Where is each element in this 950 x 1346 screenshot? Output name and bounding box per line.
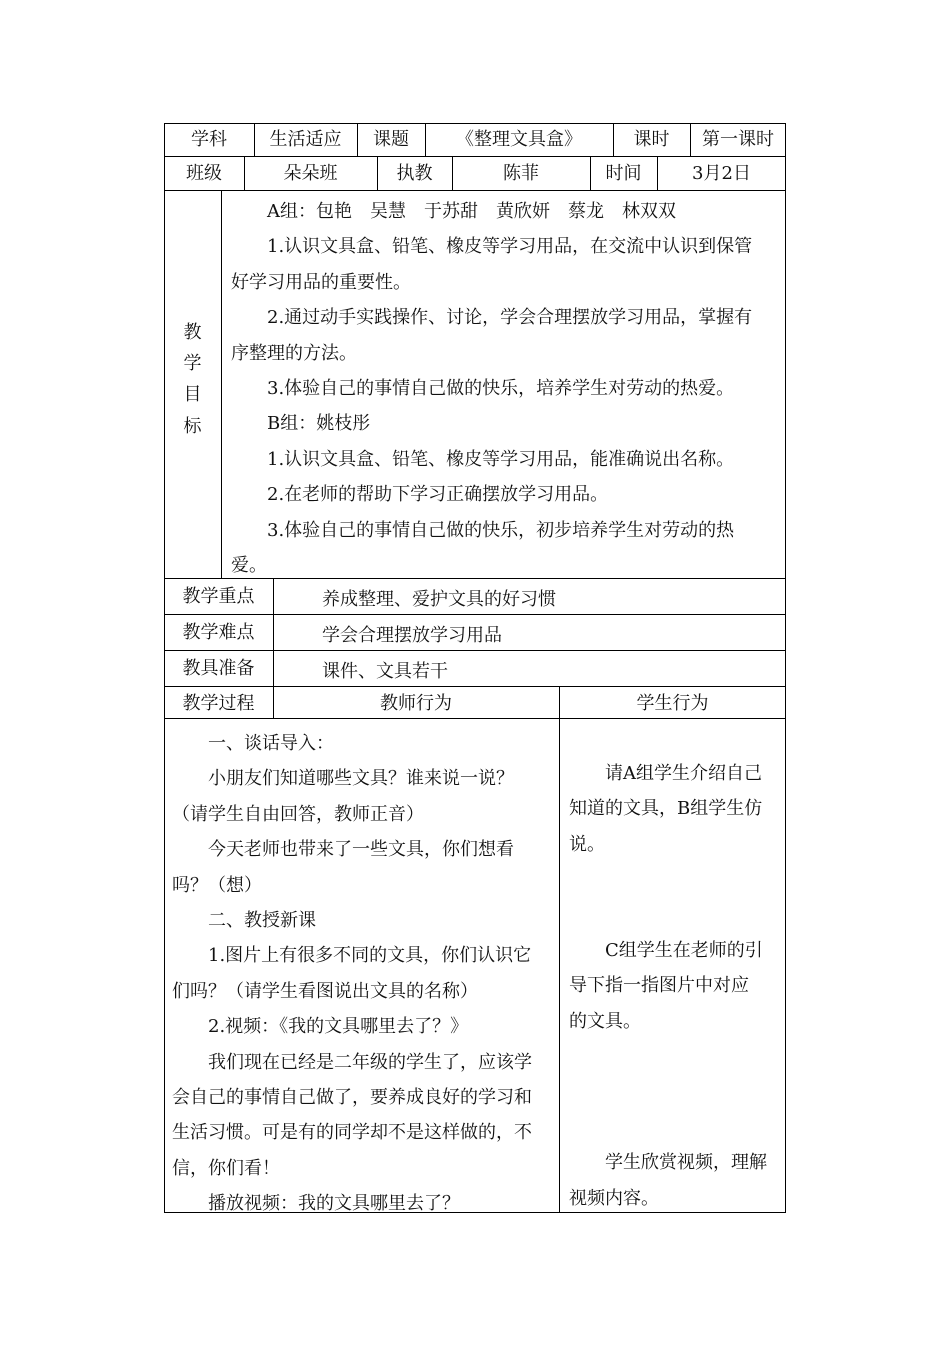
- col-divider: [559, 686, 560, 1213]
- subject-value: 生活适应: [269, 129, 342, 150]
- row-divider: [164, 614, 786, 615]
- teacher-behavior-header: 教师行为: [380, 693, 452, 714]
- difficulty-value: 学会合理摆放学习用品: [322, 625, 502, 646]
- student-line: [569, 1075, 781, 1110]
- teacher-line: 二、教授新课: [172, 910, 316, 932]
- student-line: 学生欣赏视频，理解: [569, 1152, 767, 1174]
- objective-line: 3.体验自己的事情自己做的快乐，初步培养学生对劳动的热: [231, 519, 735, 541]
- teacher-line: 生活习惯。可是有的同学却不是这样做的，不: [172, 1122, 532, 1144]
- objective-line: 序整理的方法。: [231, 342, 357, 364]
- teacher-line: 吗？（想）: [172, 874, 262, 896]
- period-label: 课时: [633, 129, 670, 150]
- subject-label: 学科: [191, 129, 227, 150]
- row-divider: [164, 686, 786, 687]
- teacher-line: 播放视频：我的文具哪里去了？: [172, 1193, 460, 1215]
- teacher-value: 陈菲: [503, 163, 539, 184]
- teacher-line: 今天老师也带来了一些文具，你们想看: [172, 839, 514, 861]
- class-label: 班级: [186, 163, 222, 184]
- student-line: [569, 1110, 781, 1145]
- objective-line: 爱。: [231, 555, 267, 577]
- teacher-line: 1.图片上有很多不同的文具，你们认识它: [172, 945, 532, 967]
- row-divider: [164, 718, 786, 719]
- difficulty-label: 教学难点: [182, 622, 255, 643]
- teacher-behavior-text: [172, 726, 557, 1222]
- student-behavior-text: [569, 756, 781, 1216]
- row-divider: [164, 190, 786, 191]
- objective-line: 3.体验自己的事情自己做的快乐，培养学生对劳动的热爱。: [231, 378, 735, 400]
- process-label: 教学过程: [182, 693, 255, 714]
- objective-line: 2.通过动手实践操作、讨论，学会合理摆放学习用品，掌握有: [231, 307, 753, 329]
- objectives-label-char: 教: [183, 322, 202, 343]
- student-line: 说。: [569, 833, 605, 855]
- time-value: 3月2日: [692, 163, 751, 184]
- objective-line: 好学习用品的重要性。: [231, 271, 411, 293]
- key-point-value: 养成整理、爱护文具的好习惯: [322, 589, 556, 610]
- teacher-line: （请学生自由回答，教师正音）: [172, 803, 424, 825]
- materials-label: 教具准备: [182, 658, 255, 679]
- key-point-label: 教学重点: [182, 586, 255, 607]
- objective-line: A组：包艳 吴慧 于苏甜 黄欣妍 蔡龙 林双双: [267, 201, 676, 222]
- teacher-line: 们吗？（请学生看图说出文具的名称）: [172, 980, 478, 1002]
- student-line: 的文具。: [569, 1010, 641, 1032]
- objectives-label-char: 目: [183, 384, 202, 405]
- teacher-label: 执教: [396, 163, 433, 184]
- teacher-line: 一、谈话导入：: [172, 733, 334, 754]
- class-value: 朵朵班: [283, 163, 338, 184]
- student-behavior-header: 学生行为: [636, 693, 709, 714]
- objective-line: B组：姚枝彤: [231, 413, 371, 435]
- objectives-label-char: 学: [183, 353, 202, 374]
- teacher-line: 我们现在已经是二年级的学生了，应该学: [172, 1051, 532, 1073]
- teacher-line: 2.视频：《我的文具哪里去了？》: [172, 1016, 469, 1038]
- objective-line: 1.认识文具盒、铅笔、橡皮等学习用品，在交流中认识到保管: [231, 236, 753, 258]
- teacher-line: 小朋友们知道哪些文具？谁来说一说？: [172, 768, 514, 790]
- period-value: 第一课时: [702, 129, 774, 150]
- student-line: 导下指一指图片中对应: [569, 975, 749, 997]
- student-line: C组学生在老师的引: [569, 940, 763, 962]
- objectives-text: [231, 194, 783, 583]
- objective-line: 1.认识文具盒、铅笔、橡皮等学习用品，能准确说出名称。: [231, 448, 735, 470]
- objective-line: 2.在老师的帮助下学习正确摆放学习用品。: [231, 484, 609, 506]
- student-line: 知道的文具，B组学生仿: [569, 798, 763, 820]
- col-divider: [221, 190, 222, 578]
- teacher-line: 会自己的事情自己做了，要养成良好的学习和: [172, 1087, 532, 1109]
- teacher-line: 信，你们看！: [172, 1157, 280, 1179]
- topic-label: 课题: [373, 129, 409, 150]
- student-line: 视频内容。: [569, 1187, 659, 1209]
- objectives-label-char: 标: [183, 416, 202, 437]
- student-line: [569, 1039, 781, 1074]
- materials-value: 课件、文具若干: [322, 661, 448, 682]
- student-line: [569, 898, 781, 933]
- row-divider: [164, 650, 786, 651]
- student-line: [569, 862, 781, 897]
- student-line: 请A组学生介绍自己: [569, 763, 762, 784]
- time-label: 时间: [605, 163, 642, 184]
- row-divider: [164, 156, 786, 157]
- topic-value: 《整理文具盒》: [456, 129, 582, 150]
